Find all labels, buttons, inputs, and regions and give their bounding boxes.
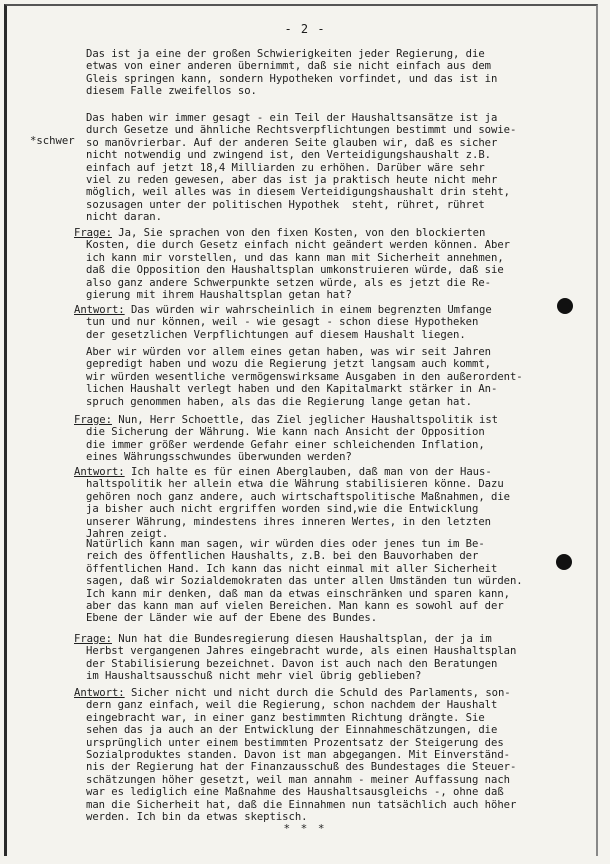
text-line: etwas von einer anderen übernimmt, daß sie nicht einfach aus dem	[86, 60, 491, 73]
text-line: haltspolitik her allein etwa die Währung stabilisieren könne. Dazu	[86, 478, 504, 491]
text-line: dern ganz einfach, weil die Regierung, schon nachdem der Haushalt	[86, 699, 498, 712]
text-line	[74, 414, 498, 426]
text-line: nis der Regierung hat der Finanzausschuß des Bundestages die Steuer-	[86, 761, 517, 774]
text-line: Aber wir würden vor allem eines getan haben, was wir seit Jahren	[86, 346, 491, 358]
text-line: gepredigt haben und wozu die Regierung jetzt langsam auch kommt,	[86, 358, 491, 371]
text-line: nicht daran.	[86, 211, 162, 224]
line-text: Nun hat die Bundesregierung diesen Haushaltsplan, der ja im	[111, 633, 492, 645]
text-line: Jahren zeigt.	[86, 528, 169, 540]
text-line: einfach auf jetzt 18,4 Milliarden zu erhöhen. Darüber wäre sehr	[86, 161, 485, 174]
text-line	[74, 633, 492, 645]
text-line: also ganz andere Schwerpunkte setzen würde, als es jetzt die Re-	[86, 276, 491, 289]
text-line: schätzungen höher gesetzt, weil man annahm - meiner Auffassung nach	[86, 773, 510, 786]
text-line: so manövrierbar. Auf der anderen Seite glauben wir, daß es sicher	[86, 136, 498, 149]
text-line: sozusagen unter der politischen Hypothek steht, rühret, rühret	[86, 198, 485, 211]
text-line: Das ist ja eine der großen Schwierigkeiten jeder Regierung, die	[86, 48, 485, 60]
margin-note: *schwer	[30, 135, 75, 147]
punch-hole-top	[557, 298, 573, 314]
text-line: Kosten, die durch Gesetz einfach nicht geändert werden können. Aber	[86, 239, 510, 252]
text-line: reich des öffentlichen Haushalts, z.B. bei den Bauvorhaben der	[86, 550, 479, 563]
text-line: lichen Haushalt verlegt haben und den Kapitalmarkt stärker in An-	[86, 383, 498, 396]
line-text: Ja, Sie sprachen von den fixen Kosten, von den blockierten	[111, 227, 486, 239]
text-line: gehören noch ganz andere, auch wirtschaftspolitische Maßnahmen, die	[86, 490, 510, 503]
text-line: im Haushaltsausschuß nicht mehr viel übrig geblieben?	[86, 670, 422, 683]
speaker-label: Antwort:	[74, 304, 125, 316]
speaker-label: Frage:	[74, 227, 112, 239]
line-text: Ich halte es für einen Aberglauben, daß man von der Haus-	[124, 466, 492, 478]
text-line: Ich kann mir denken, daß man da etwas einschränken und sparen kann,	[86, 587, 510, 600]
line-text: Nun, Herr Schoettle, das Ziel jeglicher Haushaltspolitik ist	[111, 414, 498, 426]
punch-hole-bottom	[556, 554, 572, 570]
speaker-label: Antwort:	[74, 687, 125, 699]
text-line: öffentlichen Hand. Ich kann das nicht einmal mit aller Sicherheit	[86, 562, 498, 575]
speaker-label: Frage:	[74, 633, 112, 645]
text-line: man die Sicherheit hat, daß die Einnahmen nun tatsächlich auch höher	[86, 798, 517, 811]
text-line: möglich, weil alles was in diesem Verteidigungshaushalt drin steht,	[86, 186, 510, 199]
text-line: war es lediglich eine Maßnahme des Haushaltsausgleichs -, ohne daß	[86, 786, 504, 799]
text-line: ursprünglich unter einem bestimmten Prozentsatz der Steigerung des	[86, 736, 504, 749]
line-text: Sicher nicht und nicht durch die Schuld des Parlaments, son-	[124, 687, 511, 699]
text-line: daß die Opposition den Haushaltsplan umkonstruieren würde, daß sie	[86, 264, 504, 277]
text-line: gierung mit ihrem Haushaltsplan getan hat?	[86, 289, 352, 301]
text-line	[74, 687, 511, 699]
text-line: der gesetzlichen Verpflichtungen auf diesem Haushalt liegen.	[86, 328, 466, 341]
text-line: aber das kann man auf vielen Bereichen. Man kann es sowohl auf der	[86, 600, 504, 612]
text-line: Das haben wir immer gesagt - ein Teil der Haushaltsansätze ist ja	[86, 112, 498, 124]
text-line: tun und nur können, weil - wie gesagt - schon diese Hypotheken	[86, 316, 479, 329]
text-line	[74, 227, 485, 239]
speaker-label: Frage:	[74, 414, 112, 426]
text-line: durch Gesetze und ähnliche Rechtsverpflichtungen bestimmt und sowie-	[86, 124, 517, 137]
text-line: ich kann mir vorstellen, und das kann man mit Sicherheit annehmen,	[86, 251, 504, 264]
text-line: nicht notwendig und zwingend ist, den Verteidigungshaushalt z.B.	[86, 149, 491, 162]
text-line	[74, 466, 492, 478]
speaker-label: Antwort:	[74, 466, 125, 478]
text-line: unserer Währung, mindestens ihres inneren Wertes, in den letzten	[86, 515, 491, 528]
text-line: werden. Ich bin da etwas skeptisch.	[86, 811, 308, 823]
text-line	[74, 304, 492, 316]
text-line: Herbst vergangenen Jahres eingebracht wurde, als einen Haushaltsplan	[86, 645, 517, 658]
line-text: Das würden wir wahrscheinlich in einem begrenzten Umfange	[124, 304, 492, 316]
text-line: spruch genommen haben, als das die Regierung lange getan hat.	[86, 395, 473, 408]
end-mark: * * *	[283, 822, 327, 835]
text-line: viel zu reden gewesen, aber das ist ja praktisch heute nicht mehr	[86, 174, 498, 186]
text-line: Sozialproduktes standen. Davon ist man abgegangen. Mit Einverständ-	[86, 749, 510, 761]
text-line: eingebracht war, in einer ganz bestimmten Richtung drängte. Sie	[86, 711, 485, 724]
text-line: eines Währungsschwundes überwunden werden?	[86, 451, 352, 464]
text-line: Ebene der Länder wie auf der Ebene des Bundes.	[86, 612, 378, 625]
text-line: Gleis springen kann, sondern Hypotheken vorfindet, und das ist in	[86, 72, 498, 85]
text-line: die Sicherung der Währung. Wie kann nach Ansicht der Opposition	[86, 426, 485, 439]
text-line: die immer größer werdende Gefahr einer schleichenden Inflation,	[86, 438, 485, 451]
text-line: Natürlich kann man sagen, wir würden dies oder jenes tun im Be-	[86, 538, 485, 550]
text-line: der Stabilisierung bezeichnet. Davon ist auch nach den Beratungen	[86, 657, 498, 670]
text-line: sagen, daß wir Sozialdemokraten das unter allen Umständen tun würden.	[86, 575, 523, 588]
text-line: ja bisher auch nicht ergriffen worden sind,wie die Entwicklung	[86, 503, 479, 516]
text-line: sehen das ja auch an der Entwicklung der Einnahmeschätzungen, die	[86, 724, 498, 737]
page-number: - 2 -	[284, 22, 326, 36]
text-line: wir würden wesentliche vermögenswirksame Ausgaben in den außerordent-	[86, 370, 523, 383]
text-line: diesem Falle zweifellos so.	[86, 85, 257, 98]
